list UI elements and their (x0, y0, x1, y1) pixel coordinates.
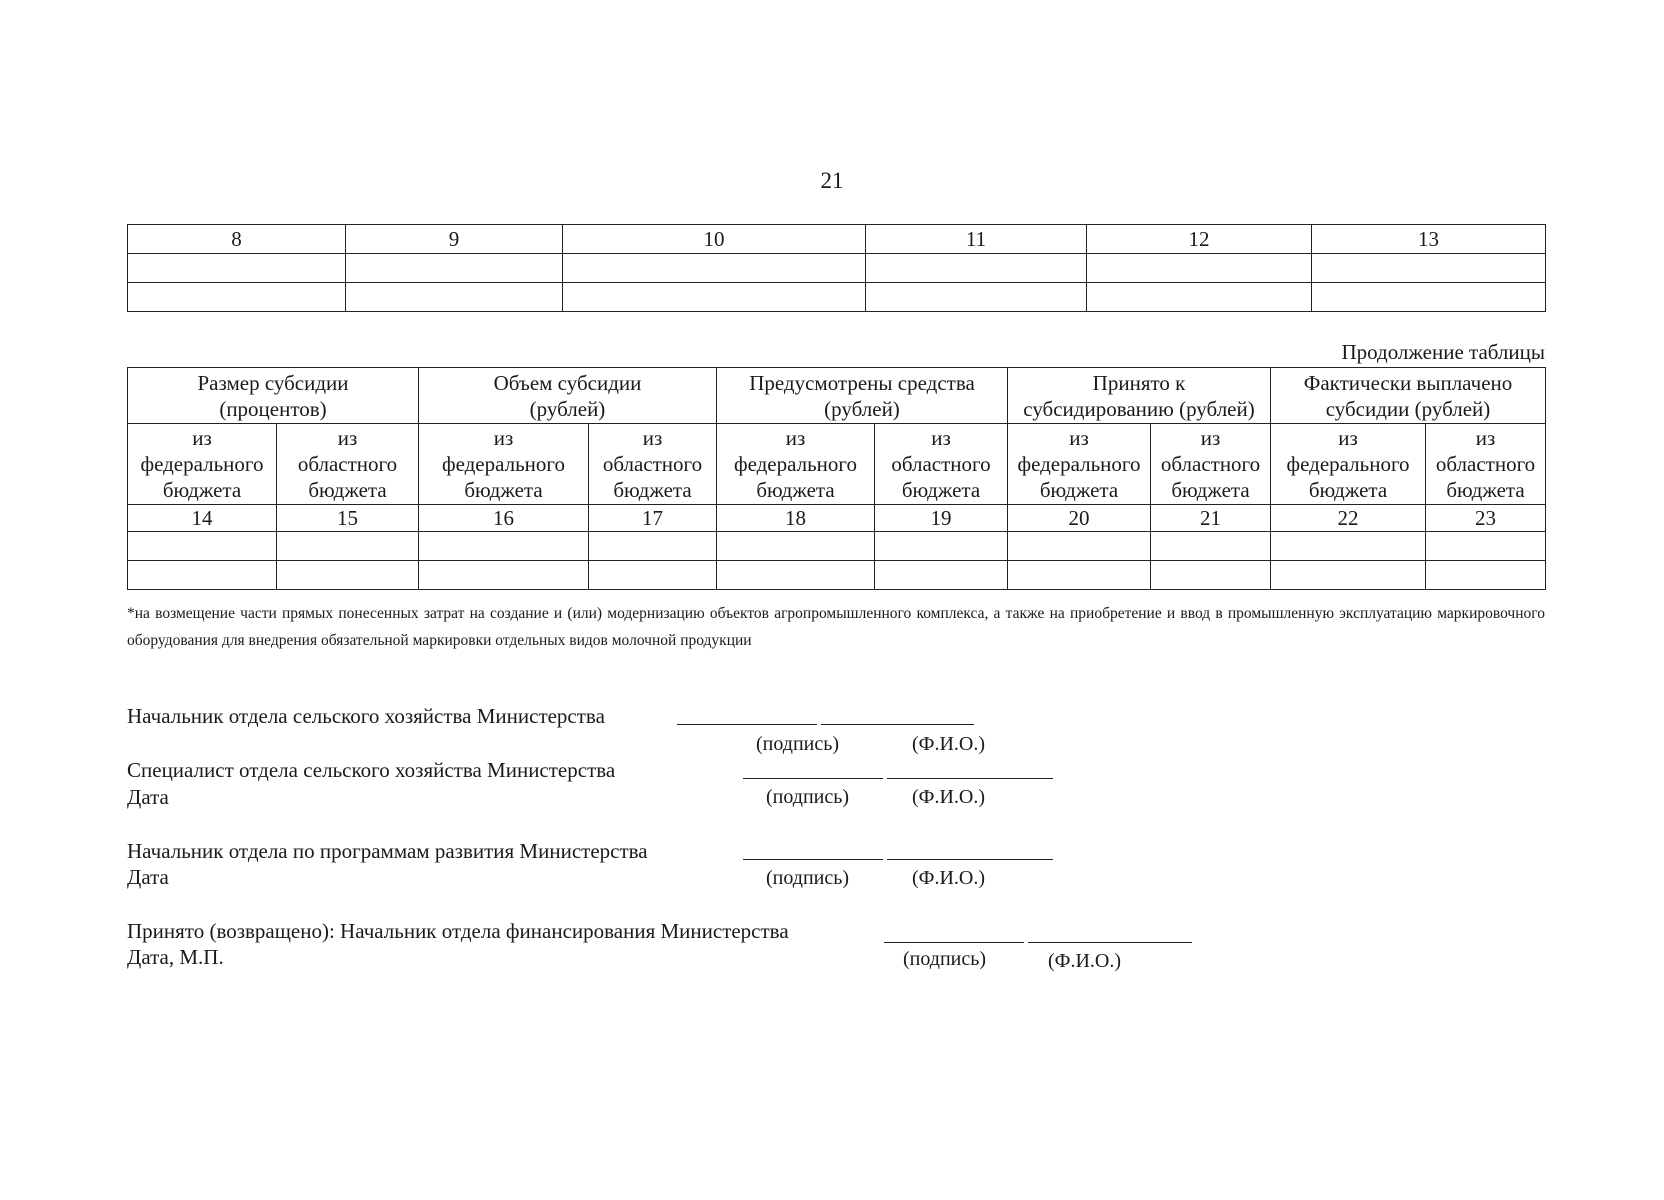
column-number: 22 (1271, 505, 1426, 532)
column-number: 12 (1087, 225, 1312, 254)
column-number: 16 (419, 505, 589, 532)
signature-title: Специалист отдела сельского хозяйства Министерства (127, 758, 616, 782)
date-label: Дата (127, 785, 169, 809)
signature-caption: (подпись) (766, 786, 850, 808)
table-cell (1151, 532, 1271, 561)
page-number: 21 (820, 168, 844, 193)
group-header-subsidy-size: Размер субсидии (процентов) (128, 368, 419, 424)
subheader-regional: из областного бюджета (277, 424, 419, 505)
subheader-row (128, 424, 1546, 505)
name-line (1028, 942, 1192, 943)
subheader-regional: из областного бюджета (589, 424, 717, 505)
subheader-regional: из областного бюджета (875, 424, 1008, 505)
table-cell (563, 254, 866, 283)
signature-caption: (подпись) (766, 867, 850, 889)
name-caption: (Ф.И.О.) (1048, 950, 1122, 972)
table-cell (1087, 254, 1312, 283)
table-cell (128, 283, 346, 312)
table-cell (866, 283, 1087, 312)
column-number: 14 (128, 505, 277, 532)
signature-line (743, 859, 883, 860)
table-cell (563, 283, 866, 312)
table-cell (1087, 283, 1312, 312)
signature-title: Принято (возвращено): Начальник отдела финансирования Министерства (127, 919, 789, 943)
table-cell (1312, 283, 1546, 312)
signature-line (677, 724, 817, 725)
table-cell (875, 561, 1008, 590)
subheader-federal: из федерального бюджета (717, 424, 875, 505)
subheader-federal: из федерального бюджета (419, 424, 589, 505)
table-cell (1312, 254, 1546, 283)
continuation-label: Продолжение таблицы (1341, 340, 1545, 364)
table-cell (866, 254, 1087, 283)
column-number-row (128, 505, 1546, 532)
name-line (821, 724, 974, 725)
table-cell (128, 532, 277, 561)
name-caption: (Ф.И.О.) (912, 733, 986, 755)
signature-line (743, 778, 883, 779)
column-number: 21 (1151, 505, 1271, 532)
signature-line (884, 942, 1024, 943)
table-row (128, 561, 1546, 590)
column-number: 17 (589, 505, 717, 532)
group-header-accepted: Принято к субсидированию (рублей) (1008, 368, 1271, 424)
group-header-subsidy-volume: Объем субсидии (рублей) (419, 368, 717, 424)
name-caption: (Ф.И.О.) (912, 786, 986, 808)
column-number: 20 (1008, 505, 1151, 532)
table-cell (1426, 532, 1546, 561)
column-number: 11 (866, 225, 1087, 254)
group-header-row (128, 368, 1546, 424)
table-cell (1008, 532, 1151, 561)
signature-caption: (подпись) (903, 948, 987, 970)
signature-title: Начальник отдела по программам развития Министерства (127, 839, 648, 863)
table-cell (589, 561, 717, 590)
table-cell (346, 254, 563, 283)
group-header-actually-paid: Фактически выплачено субсидии (рублей) (1271, 368, 1546, 424)
table-row (128, 283, 1546, 312)
table-cell (1271, 532, 1426, 561)
column-number: 15 (277, 505, 419, 532)
footnote: *на возмещение части прямых понесенных затрат на создание и (или) модернизацию объектов агропромышленного комплекса, а также на приобретение и ввод в промышленную эксплуатацию маркировочного оборудования для внедрения обязательной маркировки отдельных видов молочной продукции (127, 605, 1545, 649)
column-number: 19 (875, 505, 1008, 532)
table-cell (717, 532, 875, 561)
group-header-funds-provided: Предусмотрены средства (рублей) (717, 368, 1008, 424)
date-label: Дата (127, 865, 169, 889)
subheader-federal: из федерального бюджета (1008, 424, 1151, 505)
table-cell (589, 532, 717, 561)
table-cell (717, 561, 875, 590)
table-cell (277, 561, 419, 590)
subheader-federal: из федерального бюджета (128, 424, 277, 505)
table-cell (1008, 561, 1151, 590)
table-cell (1151, 561, 1271, 590)
name-line (887, 778, 1053, 779)
table-cell (419, 532, 589, 561)
column-number: 18 (717, 505, 875, 532)
table-row (128, 254, 1546, 283)
table-cell (419, 561, 589, 590)
table-cell (277, 532, 419, 561)
column-number: 9 (346, 225, 563, 254)
subheader-regional: из областного бюджета (1426, 424, 1546, 505)
table-cell (875, 532, 1008, 561)
table-continuation-top (127, 224, 1546, 312)
column-number: 13 (1312, 225, 1546, 254)
table-cell (346, 283, 563, 312)
name-line (887, 859, 1053, 860)
date-label: Дата, М.П. (127, 945, 224, 969)
table-cell (128, 561, 277, 590)
column-number: 10 (563, 225, 866, 254)
table-cell (1426, 561, 1546, 590)
column-number: 23 (1426, 505, 1546, 532)
name-caption: (Ф.И.О.) (912, 867, 986, 889)
table-cell (128, 254, 346, 283)
table-cell (1271, 561, 1426, 590)
table-subsidy (127, 367, 1546, 590)
subheader-federal: из федерального бюджета (1271, 424, 1426, 505)
table-row (128, 532, 1546, 561)
signature-caption: (подпись) (756, 733, 840, 755)
column-number: 8 (128, 225, 346, 254)
table-header-row (128, 225, 1546, 254)
signature-title: Начальник отдела сельского хозяйства Министерства (127, 704, 605, 728)
subheader-regional: из областного бюджета (1151, 424, 1271, 505)
